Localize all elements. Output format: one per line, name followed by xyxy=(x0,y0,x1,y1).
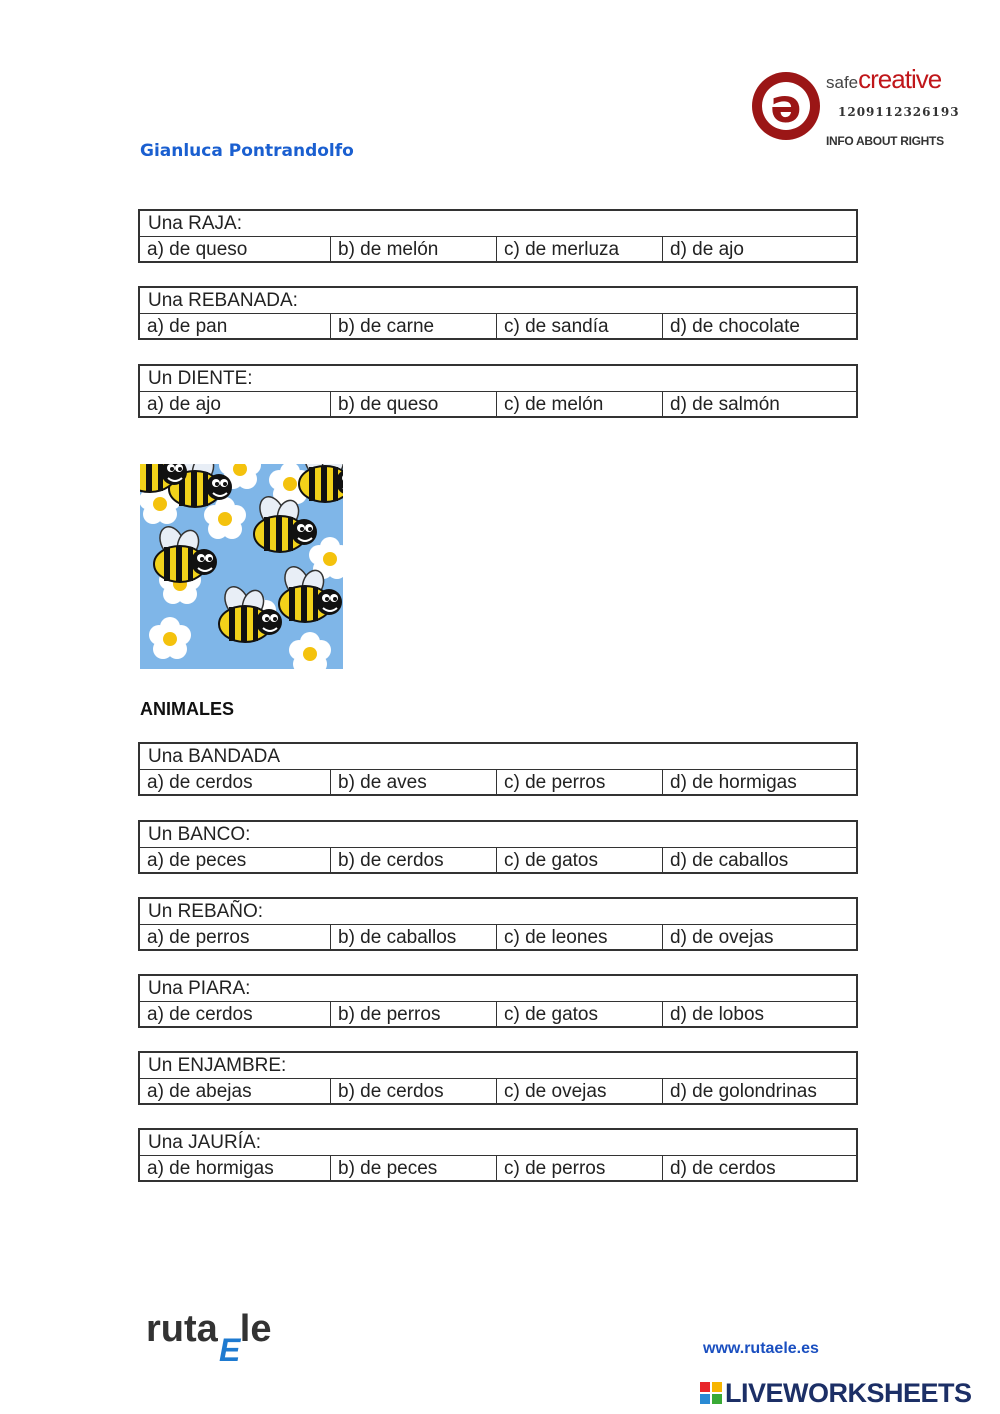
question-label: Una PIARA: xyxy=(140,976,856,1002)
author-name: Gianluca Pontrandolfo xyxy=(140,141,354,161)
answer-option-b[interactable]: b) de melón xyxy=(331,237,497,261)
safecreative-number: 1209112326193 xyxy=(838,105,960,119)
answer-option-d[interactable]: d) de caballos xyxy=(670,850,789,871)
question-label: Un ENJAMBRE: xyxy=(140,1053,856,1079)
question-label: Una JAURÍA: xyxy=(140,1130,856,1156)
answer-option-a[interactable]: a) de hormigas xyxy=(140,1156,331,1180)
question-table xyxy=(138,820,858,874)
question-table xyxy=(138,1051,858,1105)
answer-option-c[interactable]: c) de gatos xyxy=(497,1002,663,1026)
answer-option-b[interactable]: b) de aves xyxy=(331,770,497,794)
answer-option-c[interactable]: c) de merluza xyxy=(497,237,663,261)
question-label: Una REBANADA: xyxy=(140,288,856,314)
answer-option-c[interactable]: c) de ovejas xyxy=(497,1079,663,1103)
question-table xyxy=(138,897,858,951)
rutaele-logo-e: E xyxy=(219,1332,241,1368)
question-label: Un REBAÑO: xyxy=(140,899,856,925)
answer-option-a[interactable]: a) de cerdos xyxy=(140,770,331,794)
question-table xyxy=(138,286,858,340)
answer-option-b[interactable]: b) de perros xyxy=(331,1002,497,1026)
answer-option-c[interactable]: c) de melón xyxy=(497,392,663,416)
safecreative-brand-safe: safe xyxy=(826,73,859,92)
question-label: Un DIENTE: xyxy=(140,366,856,392)
answer-option-a[interactable]: a) de ajo xyxy=(140,392,331,416)
answer-option-c[interactable]: c) de leones xyxy=(497,925,663,949)
answer-option-b[interactable]: b) de peces xyxy=(331,1156,497,1180)
question-label: Una RAJA: xyxy=(140,211,856,237)
question-table xyxy=(138,974,858,1028)
answer-option-c[interactable]: c) de gatos xyxy=(497,848,663,872)
answer-option-c[interactable]: c) de perros xyxy=(497,1156,663,1180)
answer-option-a[interactable]: a) de pan xyxy=(140,314,331,338)
answer-option-d[interactable]: d) de golondrinas xyxy=(670,1081,817,1102)
section-title: ANIMALES xyxy=(140,699,234,719)
liveworksheets-brand[interactable] xyxy=(700,1378,972,1409)
question-table xyxy=(138,742,858,796)
question-label: Una BANDADA xyxy=(140,744,856,770)
answer-option-a[interactable]: a) de queso xyxy=(140,237,331,261)
liveworksheets-label: LIVEWORKSHEETS xyxy=(725,1378,972,1408)
question-table xyxy=(138,364,858,418)
answer-option-d[interactable]: d) de cerdos xyxy=(670,1158,776,1179)
answer-option-b[interactable]: b) de cerdos xyxy=(331,1079,497,1103)
safecreative-info-link[interactable]: INFO ABOUT RIGHTS xyxy=(826,134,944,148)
liveworksheets-icon xyxy=(700,1382,722,1404)
bees-illustration xyxy=(140,464,343,669)
answer-option-a[interactable]: a) de perros xyxy=(140,925,331,949)
answer-option-d[interactable]: d) de lobos xyxy=(670,1004,765,1025)
question-table xyxy=(138,1128,858,1182)
answer-option-b[interactable]: b) de carne xyxy=(331,314,497,338)
rutaele-logo-le: le xyxy=(239,1308,272,1350)
question-label: Un BANCO: xyxy=(140,822,856,848)
rutaele-logo xyxy=(146,1308,272,1351)
safecreative-brand[interactable] xyxy=(826,64,941,95)
website-link[interactable]: www.rutaele.es xyxy=(703,1340,819,1357)
answer-option-b[interactable]: b) de caballos xyxy=(331,925,497,949)
answer-option-a[interactable]: a) de cerdos xyxy=(140,1002,331,1026)
rutaele-logo-ruta: ruta xyxy=(146,1308,218,1350)
question-table xyxy=(138,209,858,263)
answer-option-b[interactable]: b) de queso xyxy=(331,392,497,416)
answer-option-a[interactable]: a) de abejas xyxy=(140,1079,331,1103)
answer-option-a[interactable]: a) de peces xyxy=(140,848,331,872)
answer-option-d[interactable]: d) de hormigas xyxy=(670,772,797,793)
safecreative-logo[interactable]: ə xyxy=(752,72,820,140)
answer-option-d[interactable]: d) de ajo xyxy=(670,239,744,260)
bees-pattern-image xyxy=(140,464,343,669)
answer-option-d[interactable]: d) de ovejas xyxy=(670,927,774,948)
answer-option-c[interactable]: c) de sandía xyxy=(497,314,663,338)
answer-option-d[interactable]: d) de chocolate xyxy=(670,316,800,337)
answer-option-c[interactable]: c) de perros xyxy=(497,770,663,794)
answer-option-b[interactable]: b) de cerdos xyxy=(331,848,497,872)
answer-option-d[interactable]: d) de salmón xyxy=(670,394,780,415)
safecreative-brand-creative: creative xyxy=(858,64,942,94)
